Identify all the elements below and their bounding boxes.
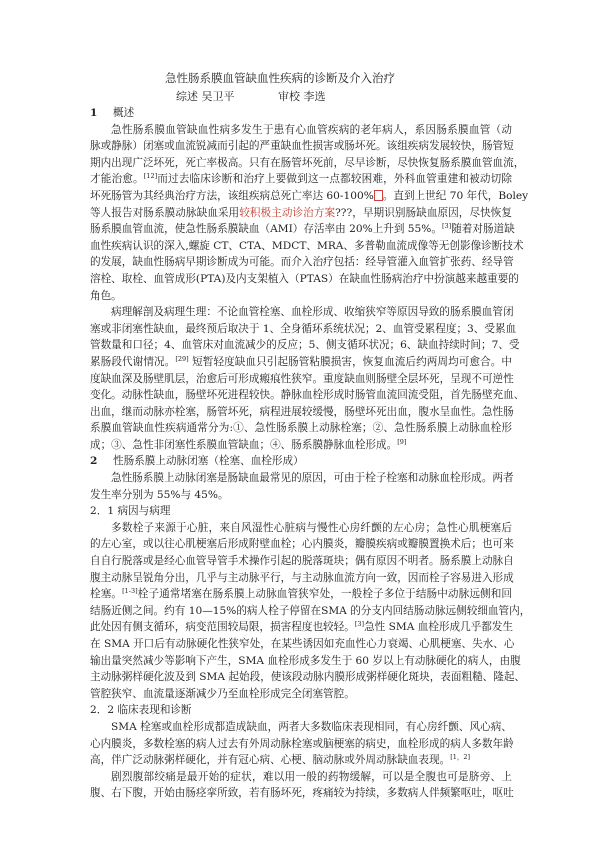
- citation-superscript: [9]: [397, 437, 407, 446]
- paragraph: [90, 719, 512, 769]
- text-run: 成；③、急性非闭塞性系膜血管缺血；④、肠系膜静脉血栓形成。: [90, 438, 398, 451]
- citation-superscript: [1，2]: [450, 753, 471, 762]
- text-line: [90, 254, 512, 271]
- document-body: [90, 105, 531, 802]
- text-run: 输出量突然减少等影响下产生，SMA 血栓形成多发生于 60 岁以上有动脉硬化的病人，由腹: [90, 654, 521, 667]
- text-line: [90, 288, 512, 305]
- text-line: [90, 470, 512, 487]
- text-line: [90, 188, 529, 205]
- text-run: 栓塞。: [90, 588, 123, 601]
- text-line: [90, 404, 512, 421]
- text-line: [90, 570, 512, 587]
- text-run: 发生率分别为 55%与 45%。: [90, 488, 229, 501]
- text-run: 坏死肠管为其经典治疗方法，该组疾病总死亡率达 60-100%: [90, 189, 374, 202]
- text-run: 出血，继而动脉亦栓塞，肠管坏死，病程进展较缓慢，肠壁坏死出血，腹水呈血性。急性肠: [90, 405, 514, 418]
- text-run: 心内膜炎，多数栓塞的病人过去有外周动脉栓塞或脑梗塞的病史，血栓形成的病人多数年龄: [90, 737, 514, 750]
- text-line: [90, 719, 512, 736]
- text-line: [90, 636, 515, 653]
- text-run: 在 SMA 开口后有动脉硬化性狭窄处，在某些诱因如充血性心力衰竭、心肌梗塞、失水、心: [90, 638, 515, 650]
- reviewer-author: 综述 吴卫平: [176, 90, 235, 103]
- text-line: [90, 337, 520, 354]
- text-line: [90, 354, 512, 371]
- text-line: [90, 271, 519, 288]
- text-line: [90, 321, 517, 338]
- text-run: 系膜血管缺血性疾病通常分为:①、急性肠系膜上动脉栓塞；②、急性肠系膜上动脉血栓形: [90, 422, 512, 435]
- text-line: [90, 603, 531, 620]
- text-run: 高，伴广泛动脉粥样硬化，并有冠心病、心梗、脑动脉或外周动脉缺血表现。: [90, 754, 451, 767]
- text-run: 才能治愈。: [90, 173, 144, 186]
- text-run: 病理解剖及病理生理：不论血管栓塞、血栓形成、收缩狭窄等原因导致的肠系膜血管闭: [111, 306, 514, 319]
- paragraph: [90, 470, 512, 503]
- text-line: [90, 304, 512, 321]
- text-run: 自自行脱落或是经心血管导管手术操作引起的脱落斑块；偶有原因不明者。肠系膜上动脉自: [90, 555, 514, 568]
- text-line: [90, 736, 512, 753]
- author-line: [176, 88, 326, 104]
- text-run: ???，早期识别肠缺血原因，尽快恢复: [335, 206, 513, 219]
- text-run: 栓子通常堵塞在肠系膜上动脉血管狭窄处，一般栓子多位于结肠中动脉远侧和回: [137, 588, 513, 601]
- section-heading: [90, 105, 512, 122]
- text-line: [90, 387, 525, 404]
- text-line: [90, 122, 512, 139]
- section-heading: [90, 453, 512, 470]
- text-line: [90, 586, 512, 603]
- text-run: 腹、右下腹，开始由肠痉挛所致，若有肠坏死，疼痛较为持续，多数病人伴频繁呕吐，呕吐: [90, 787, 514, 800]
- text-run: 剧烈腹部绞痛是最开始的症状，难以用一般的药物缓解，可以是全腹也可是脐旁、上: [111, 770, 512, 783]
- text-run: 等人报告对肠系膜动脉缺血采用: [90, 206, 240, 219]
- citation-superscript: [1-3]: [122, 587, 138, 596]
- citation-superscript: [3]: [354, 620, 365, 629]
- text-line: [90, 653, 521, 670]
- citation-superscript: [3]: [441, 222, 452, 231]
- text-run: 塞或非闭塞性缺血，最终预后取决于 1、全身循环系统状况；2、血管受累程度；3、受累血: [90, 322, 517, 335]
- paragraph: [90, 520, 531, 703]
- text-run: 管腔狭窄、血流量逐渐减少乃至血栓形成完全闭塞管腔。: [90, 687, 355, 700]
- text-run: 急性肠系膜血管缺血性病多发生于患有心血管疾病的老年病人，系因肠系膜血管（动: [111, 123, 512, 136]
- text-line: [90, 619, 512, 636]
- paragraph: [90, 769, 512, 802]
- section-title: 性肠系膜上动脉闭塞（栓塞、血栓形成）: [113, 455, 304, 468]
- text-line: [90, 686, 512, 703]
- text-run: 的左心室，或以往心肌梗塞后形成附壁血栓；心内膜炎，瓣膜疾病或瓣膜置换术后；也可来: [90, 538, 514, 551]
- text-line: [90, 437, 512, 454]
- paragraph: [90, 122, 529, 305]
- text-line: [90, 785, 512, 802]
- text-run: 短暂轻度缺血只引起肠管粘膜损害，恢复血流后约两周均可愈合。中: [188, 355, 512, 368]
- text-run: 多数栓子来源于心脏，来自风湿性心脏病与慢性心房纤颤的左心房；急性心肌梗塞后: [111, 521, 512, 534]
- text-run: 血性疾病认识的深入,螺旋 CT、CTA、MDCT、MRA、多普勒血流成像等无创影像诊断技术: [90, 239, 524, 252]
- text-line: [90, 536, 512, 553]
- text-line: [90, 221, 515, 238]
- text-run: 急性肠系膜上动脉闭塞是肠缺血最常见的原因，可由于栓子栓塞和动脉血栓形成。两者: [111, 472, 514, 485]
- paragraph: [90, 304, 525, 453]
- section-number: 2: [90, 455, 98, 468]
- section-number: 1: [90, 107, 98, 119]
- citation-superscript: [29]: [175, 354, 189, 363]
- text-line: [90, 205, 512, 222]
- text-run: 角色。: [90, 289, 122, 302]
- document-title: 急性肠系膜血管缺血性疾病的诊断及介入治疗: [165, 71, 395, 85]
- text-run: 累肠段代谢情况。: [90, 355, 176, 368]
- text-line: [90, 553, 512, 570]
- text-run: 管数量和口径；4、血管床对血流减少的反应；5、侧支循环状况；6、缺血持续时间；7、受: [90, 339, 520, 352]
- broken-reference-box: [374, 190, 383, 201]
- text-line: [90, 138, 512, 155]
- editor-author: 审校 李选: [278, 90, 326, 103]
- text-run: 的发展，缺血性肠病早期诊断成为可能。而介入治疗包括：经导管灌入血管扩张药、经导管: [90, 256, 514, 269]
- text-run: 主动脉粥样硬化波及到 SMA 起始段，使该段动脉内膜形成粥样硬化斑块，表面粗糙、隆起、: [90, 671, 526, 684]
- text-run: 。直到上世纪 70 年代，Boley: [382, 189, 529, 202]
- text-run: 度缺血深及肠壁肌层，治愈后可形成瘢痕性狭窄。重度缺血则肠壁全层坏死，呈现不可逆性: [90, 372, 514, 385]
- text-run: 而过去临床诊断和治疗上要做到这一点都较困难，外科血管重建和被动切除: [157, 173, 513, 186]
- text-run: 变化。动脉性缺血，肠壁坏死进程较快。静脉血栓形成时肠管血流回流受阻，首先肠壁充血、: [90, 389, 525, 402]
- text-run: 此处因有侧支循环，病变范围较局限，损害程度也较轻。: [90, 621, 355, 634]
- section-title: 概述: [113, 107, 135, 119]
- text-run: 肠系膜血管血流，使急性肠系膜缺血（AMI）存活率由 20%上升到 55%。: [90, 223, 442, 236]
- text-run: 期内出现广泛坏死，死亡率极高。只有在肠管坏死前，尽早诊断，尽快恢复肠系膜血管血流，: [90, 156, 525, 169]
- text-line: [90, 520, 512, 537]
- text-line: [90, 420, 512, 437]
- text-run: 结肠近侧之间。约有 10—15%的病人栓子停留在SMA 的分支内回结肠动脉远侧较细血管内，: [90, 604, 531, 617]
- subsection-heading: 2．2 临床表现和诊断: [90, 704, 192, 717]
- text-line: [90, 752, 512, 769]
- text-line: [90, 669, 526, 686]
- text-run: 溶栓、取栓、血管成形(PTA)及内支架植入（PTAS）在缺血性肠病治疗中扮演越来越重要的: [90, 272, 519, 285]
- text-line: [90, 769, 512, 786]
- highlighted-text: 较积极主动诊治方案: [239, 206, 336, 219]
- text-run: 急性 SMA 血栓形成几乎都发生: [364, 621, 514, 634]
- text-line: [90, 171, 512, 188]
- text-line: [90, 155, 525, 172]
- subsection-heading: 2．1 病因与病理: [90, 505, 171, 518]
- citation-superscript: [12]: [143, 172, 158, 181]
- text-run: 随着对肠道缺: [451, 223, 515, 236]
- text-run: 脉或静脉）闭塞或血流锐减而引起的严重缺血性损害或肠坏死。该组疾病发展较快，肠管短: [90, 140, 514, 153]
- text-line: [90, 371, 512, 388]
- text-line: [90, 487, 512, 504]
- text-run: SMA 栓塞或血栓形成都造成缺血，两者大多数临床表现相同，有心房纤颤、风心病、: [111, 720, 512, 733]
- text-run: 腹主动脉呈锐角分出，几乎与主动脉平行，与主动脉血流方向一致，因而栓子容易进入形成: [90, 571, 514, 584]
- text-line: [90, 238, 524, 255]
